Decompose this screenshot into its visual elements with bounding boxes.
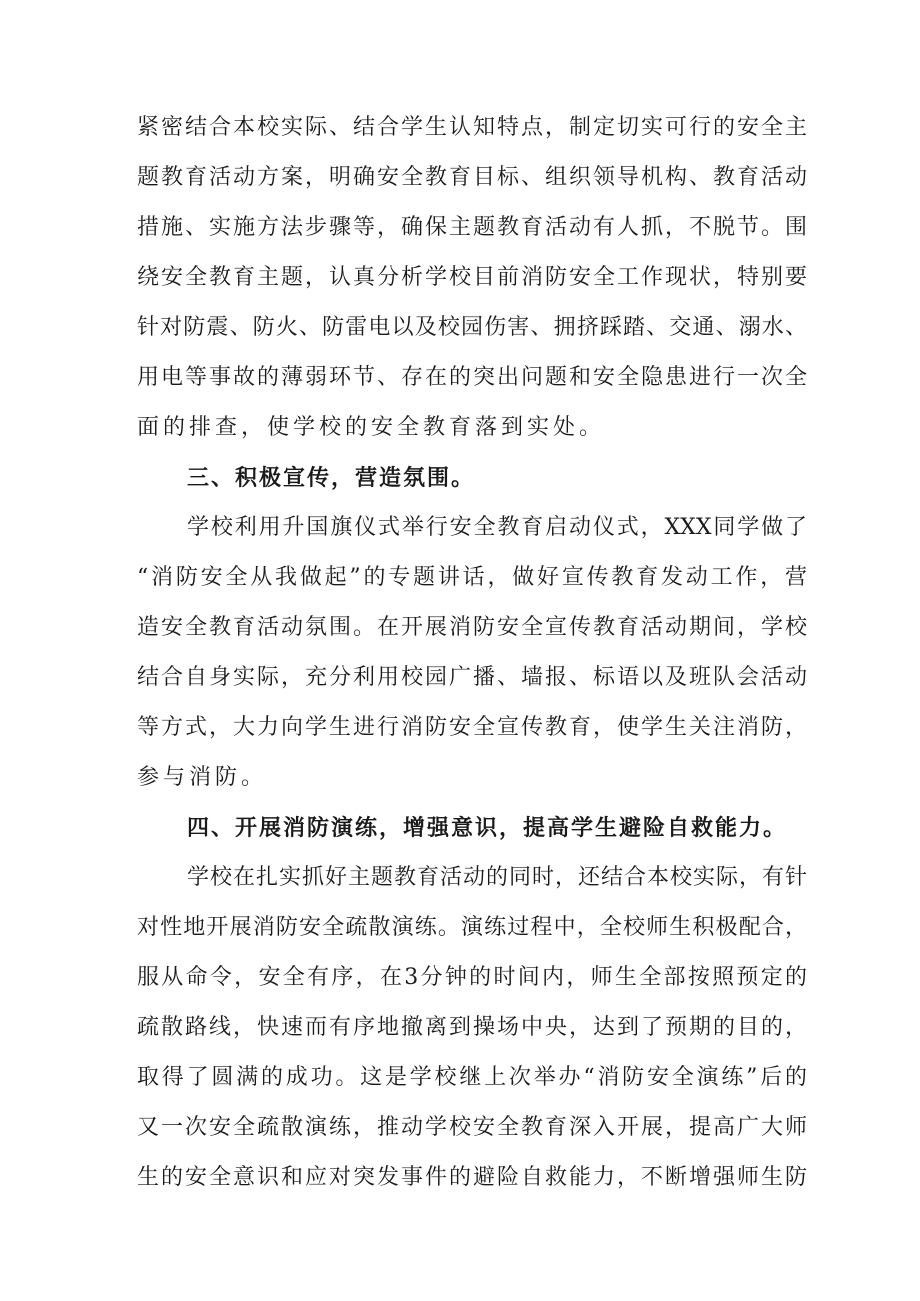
paragraph-line: 服从命令，安全有序，在3分钟的时间内，师生全部按照预定的 — [137, 965, 807, 990]
paragraph-line: 结合自身实际，充分利用校园广播、墙报、标语以及班队会活动 — [137, 665, 807, 690]
paragraph-line: 生的安全意识和应对突发事件的避险自救能力，不断增强师生防 — [137, 1165, 807, 1190]
paragraph-line: 等方式，大力向学生进行消防安全宣传教育，使学生关注消防， — [137, 715, 807, 740]
paragraph-line: 面的排查，使学校的安全教育落到实处。 — [137, 415, 606, 440]
paragraph-line: 学校在扎实抓好主题教育活动的同时，还结合本校实际，有针 — [187, 865, 807, 890]
paragraph-line: 疏散路线，快速而有序地撤离到操场中央，达到了预期的目的， — [137, 1015, 807, 1040]
paragraph-line: 针对防震、防火、防雷电以及校园伤害、拥挤踩踏、交通、溺水、 — [137, 315, 807, 340]
paragraph-line: 取得了圆满的成功。这是学校继上次举办“消防安全演练”后的 — [137, 1065, 807, 1090]
paragraph-line: 造安全教育活动氛围。在开展消防安全宣传教育活动期间，学校 — [137, 615, 807, 640]
paragraph-line: “消防安全从我做起”的专题讲话，做好宣传教育发动工作，营 — [137, 565, 807, 590]
paragraph-line: 用电等事故的薄弱环节、存在的突出问题和安全隐患进行一次全 — [137, 365, 807, 390]
paragraph-line: 参与消防。 — [137, 765, 268, 790]
section-heading-4: 四、开展消防演练，增强意识，提高学生避险自救能力。 — [187, 815, 788, 841]
paragraph-line: 又一次安全疏散演练，推动学校安全教育深入开展，提高广大师 — [137, 1115, 807, 1140]
paragraph-line: 对性地开展消防安全疏散演练。演练过程中，全校师生积极配合， — [137, 915, 807, 940]
paragraph-line: 学校利用升国旗仪式举行安全教育启动仪式，XXX同学做了 — [187, 515, 807, 540]
paragraph-line: 紧密结合本校实际、结合学生认知特点，制定切实可行的安全主 — [137, 115, 807, 140]
paragraph-line: 题教育活动方案，明确安全教育目标、组织领导机构、教育活动 — [137, 165, 807, 190]
section-heading-3: 三、积极宣传，营造氛围。 — [187, 465, 476, 491]
paragraph-line: 绕安全教育主题，认真分析学校目前消防安全工作现状，特别要 — [137, 265, 807, 290]
paragraph-line: 措施、实施方法步骤等，确保主题教育活动有人抓，不脱节。围 — [137, 215, 807, 240]
